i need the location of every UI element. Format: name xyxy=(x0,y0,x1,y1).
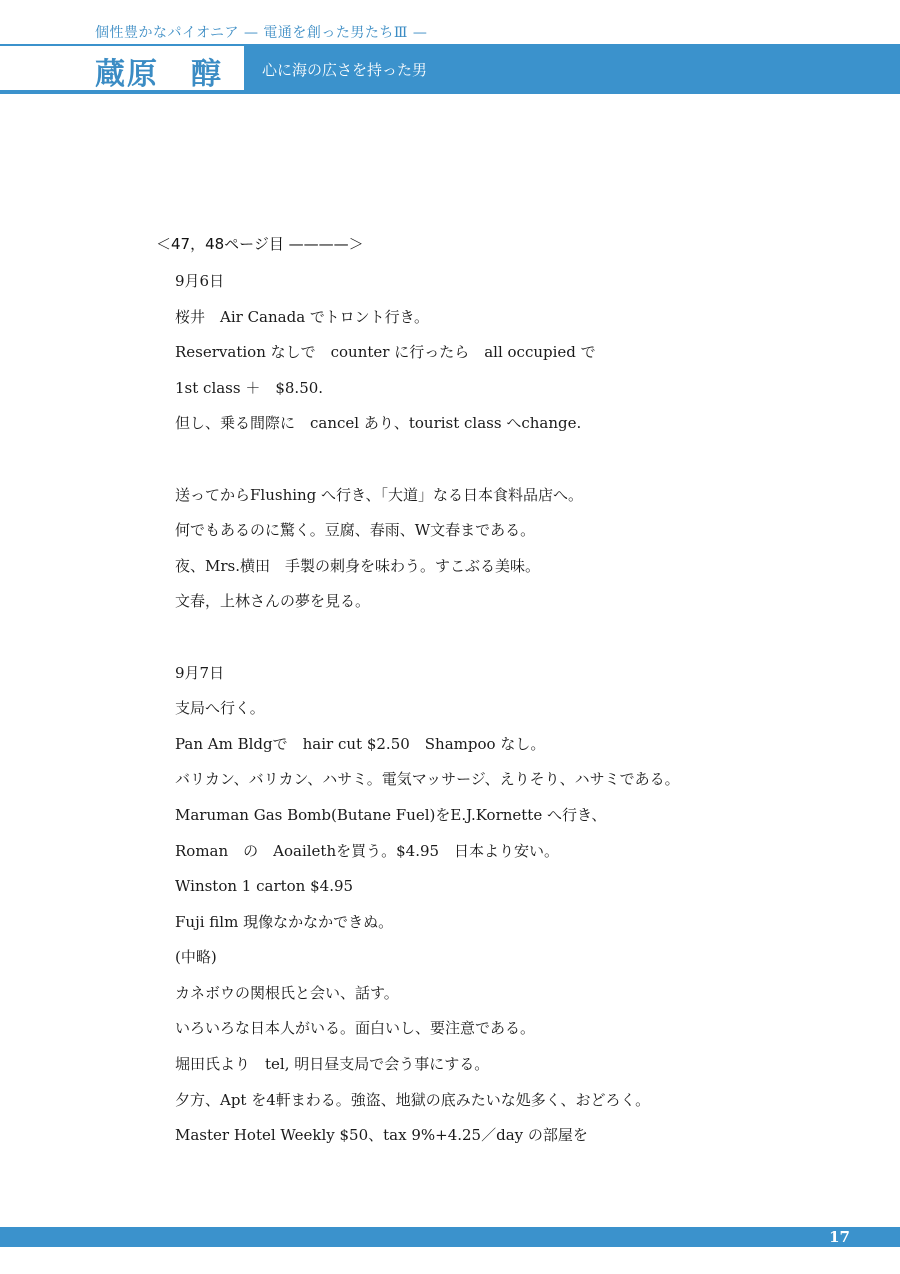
diary-line: Reservation なしで counter に行ったら all occupied で xyxy=(175,343,596,362)
section-heading: ＜47，48ページ目 ————＞ xyxy=(156,235,364,253)
diary-line: 支局へ行く。 xyxy=(175,699,265,718)
diary-line: (中略) xyxy=(175,948,217,967)
footer-bar xyxy=(0,1227,900,1247)
diary-line: Fuji film 現像なかなかできぬ。 xyxy=(175,912,394,931)
person-name: 蔵原 醇 xyxy=(95,57,223,92)
diary-line: 文春，上林さんの夢を見る。 xyxy=(175,592,371,611)
diary-line: バリカン、バリカン、ハサミ。電気マッサージ、えりそり、ハサミである。 xyxy=(175,770,680,789)
diary-line: 9月7日 xyxy=(175,663,225,682)
diary-line: 桜井 Air Canada でトロント行き。 xyxy=(175,307,430,326)
diary-line: 堀田氏より tel, 明日昼支局で会う事にする。 xyxy=(175,1055,490,1074)
diary-line: 送ってからFlushing へ行き、「大道」なる日本食料品店へ。 xyxy=(175,485,583,504)
diary-line: カネボウの関根氏と会い、話す。 xyxy=(175,983,399,1002)
diary-line: Winston 1 carton $4.95 xyxy=(175,877,354,896)
series-title: 個性豊かなパイオニア — 電通を創った男たちⅢ — xyxy=(95,25,428,41)
diary-line xyxy=(175,442,865,478)
diary-line: Pan Am Bldgで hair cut $2.50 Shampoo なし。 xyxy=(175,734,546,753)
diary-line: 但し、乗る間際に cancel あり、tourist class へchange. xyxy=(175,414,582,433)
diary-line: Roman の Aoailethを買う。$4.95 日本より安い。 xyxy=(175,841,560,860)
page-number: 17 xyxy=(829,1228,850,1246)
diary-line: 夜、Mrs.横田 手製の刺身を味わう。すこぶる美味。 xyxy=(175,556,540,575)
diary-line: 夕方、Apt を4軒まわる。強盗、地獄の底みたいな処多く、おどろく。 xyxy=(175,1090,651,1109)
diary-line: Maruman Gas Bomb(Butane Fuel)をE.J.Kornette へ行き、 xyxy=(175,805,607,824)
diary-line xyxy=(175,620,865,656)
article-subtitle: 心に海の広さを持った男 xyxy=(262,61,428,79)
diary-line: Master Hotel Weekly $50、tax 9%+4.25／day の部屋を xyxy=(175,1126,588,1145)
diary-line: 何でもあるのに驚く。豆腐、春雨、W文春まである。 xyxy=(175,521,536,540)
diary-body xyxy=(175,264,865,1154)
diary-line: 9月6日 xyxy=(175,272,225,290)
diary-line: 1st class ＋ $8.50. xyxy=(175,378,324,397)
diary-line: いろいろな日本人がいる。面白いし、要注意である。 xyxy=(175,1019,536,1038)
